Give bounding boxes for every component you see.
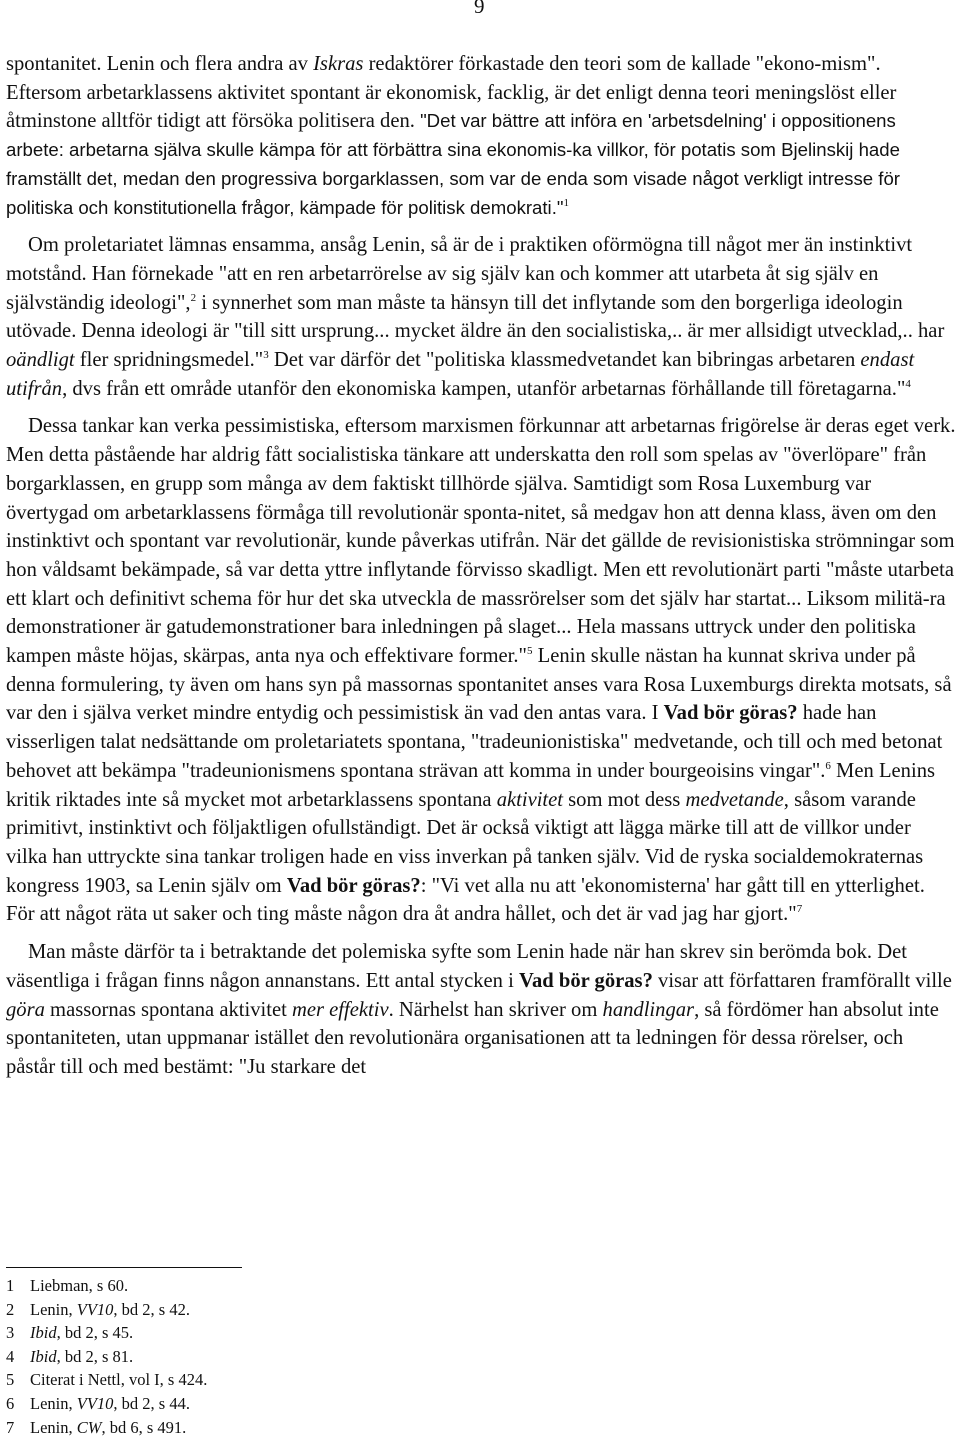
text-run: , så fördömer han absolut inte spontaniteten, utan uppmanar istället den revolutionära organisationen att ta ledningen för dessa rörelser, och påstår till och med bestämt: "Ju starkare det bbox=[6, 998, 939, 1078]
text-run: som mot dess bbox=[563, 788, 686, 811]
footnote-text: , bd 2, s 45. bbox=[56, 1323, 134, 1343]
footnote-divider bbox=[6, 1267, 242, 1268]
footnote-ref-3: 3 bbox=[263, 349, 269, 362]
footnote-item bbox=[6, 1345, 207, 1369]
footnote-ref-5: 5 bbox=[526, 645, 533, 658]
footnote-italic: CW bbox=[76, 1417, 102, 1437]
emphasis-italic: Iskras bbox=[313, 53, 364, 75]
page-number: 9 bbox=[474, 0, 485, 18]
footnote-number: 7 bbox=[6, 1417, 15, 1437]
footnote-text: , bd 2, s 81. bbox=[56, 1346, 134, 1366]
footnote-number: 6 bbox=[6, 1393, 15, 1413]
footnote-number: 3 bbox=[6, 1323, 15, 1343]
footnote-text: Citerat i Nettl, vol I, s 424. bbox=[30, 1370, 208, 1390]
text-run: Om proletariatet lämnas ensamma, ansåg Lenin, så är de i praktiken oförmögna till något mer än instinktivt motstånd. Han förnekade "att en ren arbetarrörelse av sig själv kan och kommer att utarbeta åt sig själv en självständig ideologi", bbox=[6, 234, 913, 314]
footnote-item bbox=[6, 1392, 207, 1416]
footnote-text: Lenin, bbox=[30, 1417, 77, 1437]
footnote-number: 4 bbox=[6, 1346, 15, 1366]
footnote-number: 2 bbox=[6, 1299, 15, 1319]
footnote-italic: Ibid bbox=[30, 1346, 57, 1366]
emphasis-italic: endast utifrån bbox=[6, 349, 915, 400]
footnote-text: Lenin, bbox=[30, 1393, 77, 1413]
text-run: . Närhelst han skriver om bbox=[388, 998, 603, 1021]
text-run: , dvs från ett område utanför den ekonomiska kampen, utanför arbetarnas förhållande till företagarna." bbox=[62, 377, 906, 400]
footnote-number: 1 bbox=[6, 1276, 15, 1295]
text-run: visar att författaren framförallt ville bbox=[652, 969, 952, 992]
text-run: hade han visserligen talat nedsättande om proletariatets spontana, "tradeunionistiska" medvetande, och till och med betonat behovet att bekämpa "tradeunionismens spontana strävan att komma in under bourgeoisins vingar". bbox=[6, 702, 943, 782]
book-title-bold: Vad bör göras? bbox=[518, 969, 653, 992]
footnote-text: Liebman, s 60. bbox=[30, 1276, 129, 1295]
text-run: fler spridningsmedel." bbox=[74, 349, 264, 372]
footnote-ref-7: 7 bbox=[796, 903, 803, 916]
emphasis-italic: oändligt bbox=[6, 349, 75, 372]
footnote-italic: VV10 bbox=[76, 1393, 114, 1413]
footnotes-list bbox=[6, 1274, 207, 1439]
footnote-item bbox=[6, 1416, 207, 1440]
footnote-ref-2: 2 bbox=[190, 291, 197, 304]
text-run: Lenin skulle nästan ha kunnat skriva under på denna formulering, ty även om hans syn på massornas spontanitet anses vara Rosa Luxemburgs direkta motsats, så var den i själva verket mindre entydig och pessimistisk än vad den antas vara. I bbox=[6, 645, 952, 725]
book-title-bold: Vad bör göras? bbox=[286, 874, 421, 897]
emphasis-italic: handlingar bbox=[602, 998, 695, 1021]
text-run: : "Vi vet alla nu att 'ekonomisterna' har gått till en ytterlighet. För att något räta ut saker och ting måste någon dra åt andra hållet, och det är vad jag har gjort." bbox=[6, 874, 925, 926]
footnote-ref-4: 4 bbox=[905, 377, 911, 390]
footnote-text: , bd 6, s 491. bbox=[101, 1417, 187, 1437]
paragraph-3 bbox=[6, 412, 956, 929]
text-run: Dessa tankar kan verka pessimistiska, eftersom marxismen förkunnar att arbetarnas frigörelse är deras eget verk. Men detta påstående har aldrig fått socialistiska tänkare att underskatta den roll som spelas av "överlöpare" från borgarklassen, en grupp som många av dem faktiskt tillhörde själva. Samtidigt som Rosa Luxemburg var övertygad om arbetarklassens förmåga till revolutionär sponta-nitet, så medgav hon att denna klass, även om den instinktivt och spontant var revolutionär, kunde påverkas utifrån. När det gällde de revisionistiska strömningar som hon våldsamt bekämpade, så var detta yttre inflytande förvisso skadligt. Men ett revolutionärt parti "måste utarbeta ett klart och definitivt schema för hur det ska utveckla de massrörelser som det själv har startat... Liksom militä-ra demonstrationer är gatudemonstrationer bara inledningen på slaget... Hela massans uttryck under den politiska kampen måste höjas, skärpas, anta nya och effektivare former." bbox=[6, 415, 956, 668]
footnote-item bbox=[6, 1321, 207, 1345]
footnote-item bbox=[6, 1368, 207, 1392]
footnote-text: , bd 2, s 44. bbox=[113, 1393, 190, 1413]
body-text bbox=[6, 50, 956, 1082]
footnote-number: 5 bbox=[6, 1370, 15, 1390]
paragraph-4 bbox=[6, 938, 956, 1082]
text-run: redaktörer förkastade den teori som de kallade "ekono-mism". Eftersom arbetarklassens aktivitet spontant är ekonomisk, facklig, är det enligt denna teori meningslöst eller åtminstone alltför tidigt att försöka politisera den. bbox=[6, 53, 897, 133]
text-run: Det var därför det "politiska klassmedvetandet kan bibringas arbetaren bbox=[268, 349, 861, 372]
emphasis-italic: mer effektiv bbox=[291, 998, 389, 1021]
footnote-text: , bd 2, s 42. bbox=[113, 1299, 190, 1319]
footnote-italic: VV10 bbox=[76, 1299, 114, 1319]
text-run: Man måste därför ta i betraktande det polemiska syfte som Lenin hade när han skrev sin berömda bok. Det väsentliga i frågan finns någon annanstans. Ett antal stycken i bbox=[6, 941, 907, 992]
emphasis-italic: göra bbox=[6, 998, 45, 1021]
footnote-italic: Ibid bbox=[30, 1323, 57, 1343]
emphasis-italic: medvetande bbox=[685, 788, 784, 811]
book-title-bold: Vad bör göras? bbox=[663, 702, 798, 725]
footnote-ref-6: 6 bbox=[825, 759, 831, 772]
footnote-text: Lenin, bbox=[30, 1299, 77, 1319]
footnote-item bbox=[6, 1274, 207, 1298]
text-run: spontanitet. Lenin och flera andra av bbox=[6, 53, 314, 75]
text-run: massornas spontana aktivitet bbox=[44, 998, 292, 1021]
quote-run: "Det var bättre att införa en 'arbetsdelning' i oppositionens arbete: arbetarna själva skulle kämpa för att förbättra sina ekonomis-ka villkor, för potatis som Bjelinskij hade framställt det, medan den progressiva borgarklassen, som var de enda som visade något verkligt intresse för politiska och konstitutionella frågor, kämpade för politisk demokrati." bbox=[6, 110, 900, 218]
footnote-item bbox=[6, 1298, 207, 1322]
footnote-ref-1: 1 bbox=[563, 196, 569, 209]
text-run: Men Lenins kritik riktades inte så mycket mot arbetarklassens spontana bbox=[6, 759, 936, 811]
text-run: , såsom varande primitivt, instinktivt och följaktligen ofullständigt. Det är också viktigt att lägga märke till att de villkor under vilka han uttryckte sina tankar troligen hade en viss inverkan på tanken själv. Vid de ryska socialdemokraternas kongress 1903, sa Lenin själv om bbox=[6, 788, 924, 897]
paragraph-1 bbox=[6, 50, 956, 222]
text-run: i synnerhet som man måste ta hänsyn till det inflytande som den borgerliga ideologin utövade. Denna ideologi är "till sitt ursprung... mycket äldre än den socialistiska,.. är mer allsidigt utvecklad,.. har bbox=[6, 291, 945, 343]
paragraph-2 bbox=[6, 231, 956, 403]
emphasis-italic: aktivitet bbox=[496, 788, 564, 811]
